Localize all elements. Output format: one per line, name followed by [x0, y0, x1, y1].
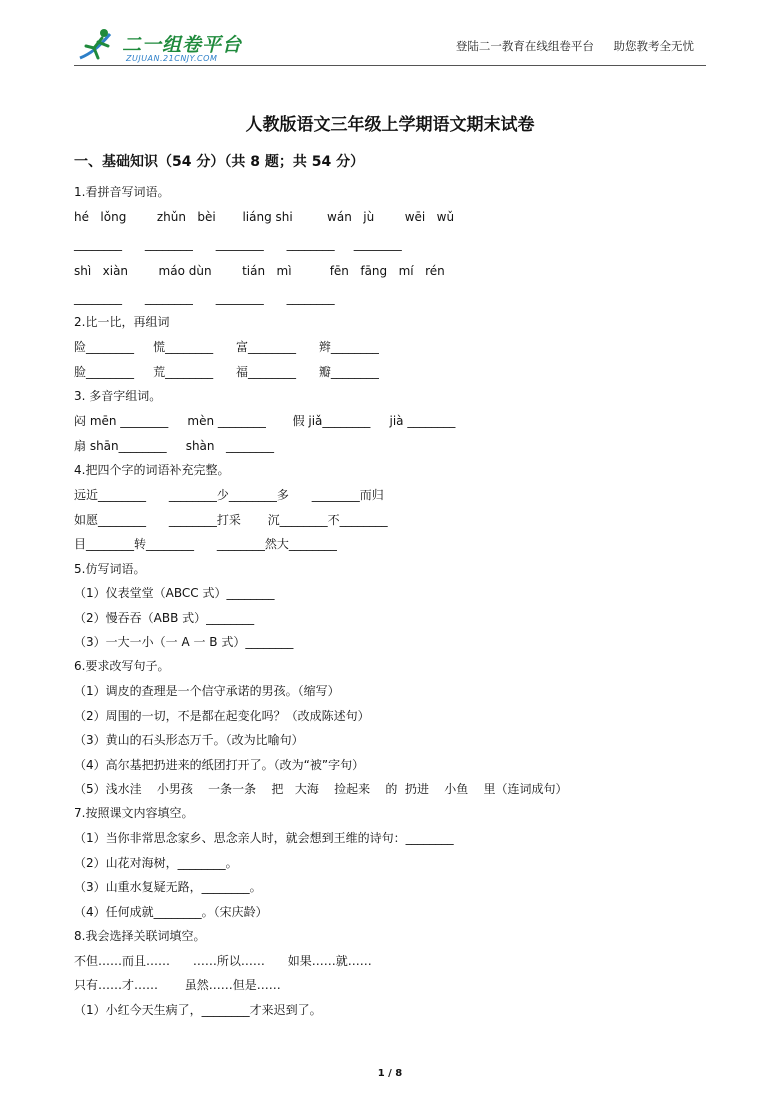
question-line: 3. 多音字组词。: [74, 389, 162, 403]
question-line: 4.把四个字的词语补充完整。: [74, 463, 230, 477]
logo-subtitle: ZUJUAN.21CNJY.COM: [126, 54, 218, 63]
question-line: 只有……才…… 虽然……但是……: [74, 978, 281, 992]
question-line: 如愿________ ________打采 沉________不________: [74, 513, 388, 527]
question-line: （5）浅水洼 小男孩 一条一条 把 大海 捡起来 的 扔进 小鱼 里（连词成句）: [74, 782, 568, 796]
question-line: 1.看拼音写词语。: [74, 185, 170, 199]
question-line: （2）山花对海树，________。: [74, 856, 238, 870]
question-line: 远近________ ________少________多 ________而归: [74, 488, 384, 502]
answer-blank-line: ________ ________ ________ ________: [74, 291, 335, 305]
question-line: 险________ 慌________ 富________ 辫________: [74, 340, 379, 354]
answer-blank-line: ________ ________ ________ ________ ________: [74, 237, 402, 251]
question-line: （4）高尔基把扔进来的纸团打开了。（改为“被”字句）: [74, 758, 365, 772]
question-line: （1）当你非常思念家乡、思念亲人时，就会想到王维的诗句：________: [74, 831, 454, 845]
question-line: 7.按照课文内容填空。: [74, 806, 194, 820]
header-link-slogan: 助您教考全无忧: [613, 39, 694, 53]
question-line: （3）黄山的石头形态万千。（改为比喻句）: [74, 733, 304, 747]
question-line: shì xiàn máo dùn tián mì fēn fāng mí rén: [74, 264, 445, 278]
question-line: 6.要求改写句子。: [74, 659, 170, 673]
logo: [74, 24, 274, 66]
question-line: 目________转________ ________然大________: [74, 537, 337, 551]
question-line: 8.我会选择关联词填空。: [74, 929, 206, 943]
logo-text: 二一组卷平台: [122, 34, 243, 56]
question-line: 5.仿写词语。: [74, 562, 146, 576]
question-line: （1）调皮的查理是一个信守承诺的男孩。（缩写）: [74, 684, 340, 698]
header-divider: [74, 65, 706, 66]
question-line: （3）一大一小（一 A 一 B 式）________: [74, 635, 294, 649]
question-line: （1）仪表堂堂（ABCC 式）________: [74, 586, 275, 600]
question-line: 2.比一比，再组词: [74, 315, 170, 329]
question-line: （2）周围的一切，不是都在起变化吗？（改成陈述句）: [74, 709, 370, 723]
section-heading: 一、基础知识（54 分）（共 8 题；共 54 分）: [74, 154, 365, 170]
page-title: 人教版语文三年级上学期语文期末试卷: [245, 115, 535, 135]
page-number: 1 / 8: [377, 1068, 403, 1079]
question-line: （1）小红今天生病了，________才来迟到了。: [74, 1003, 322, 1017]
header-link-login[interactable]: 登陆二一教育在线组卷平台: [455, 39, 594, 53]
header-links: [440, 38, 694, 54]
question-line: （4）任何成就________。（宋庆龄）: [74, 905, 268, 919]
runner-logo-icon: [74, 24, 122, 66]
question-line: （3）山重水复疑无路，________。: [74, 880, 262, 894]
question-line: 不但……而且…… ……所以…… 如果……就……: [74, 954, 372, 968]
question-line: 脸________ 荒________ 福________ 瓣________: [74, 365, 379, 379]
question-line: hé lǒng zhǔn bèi liáng shi wán jù wēi wǔ: [74, 210, 455, 224]
question-line: 闷 mēn ________ mèn ________ 假 jiǎ________ jià ________: [74, 414, 456, 428]
question-line: 扇 shān________ shàn ________: [74, 439, 274, 453]
page-header: [74, 24, 706, 66]
question-line: （2）慢吞吞（ABB 式）________: [74, 611, 255, 625]
